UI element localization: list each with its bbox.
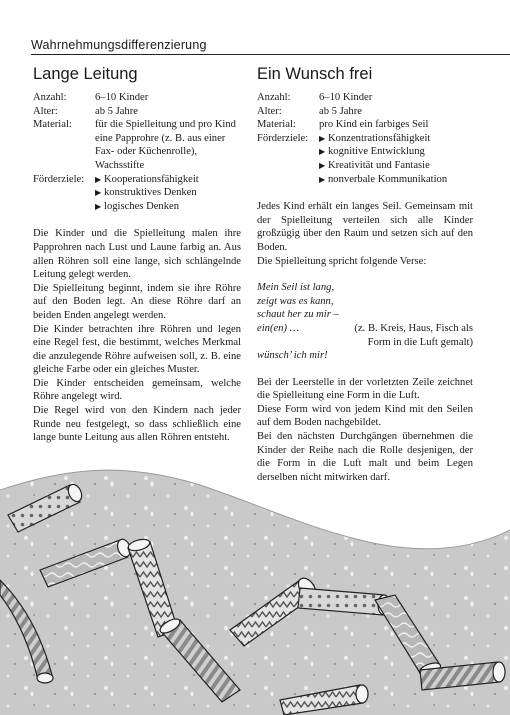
meta-key: Material: — [33, 119, 72, 131]
intro-paragraph: Jedes Kind erhält ein langes Seil. Gemeinsam mit der Spielleitung verteilen sich alle Kinder großzügig über den Raum und setzen sich auf den Boden. — [257, 201, 473, 253]
goal-text: kognitive Entwicklung — [328, 146, 425, 158]
body-paragraph: Die Kinder entscheiden gemeinsam, welche Röhre angelegt wird. — [33, 377, 241, 403]
meta-key: Material: — [257, 119, 296, 131]
goal-text: konstruktives Denken — [104, 187, 197, 199]
paper-tubes-illustration — [0, 430, 510, 715]
goal-item — [319, 145, 473, 159]
left-column — [33, 64, 241, 445]
body-paragraph: Die Kinder und die Spielleitung malen ihre Papprohren nach Lust und Laune farbig an. Aus allen Röhren soll eine lange, sich schlängelnde Leitung gelegt werden. — [33, 228, 241, 281]
goal-text: nonverbale Kommunikation — [328, 173, 448, 185]
verse-line: Mein Seil ist lang, — [257, 282, 335, 294]
goal-item — [319, 173, 473, 187]
triangle-bullet-icon: ▶ — [319, 160, 326, 170]
goal-text: Konzentrationsfähigkeit — [328, 132, 431, 144]
meta-value: für die Spielleitung und pro Kind eine Papprohre (z. B. aus einer Fax- oder Küchenrolle), Wachsstifte — [95, 119, 236, 171]
body-paragraph: Die Kinder betrachten ihre Röhren und legen eine Regel fest, die bestimmt, welches Merkmal die anzulegende Röhre aufweisen soll, z. B. eine gleiche Farbe oder ein gleiches Muster. — [33, 323, 241, 376]
left-meta — [33, 91, 241, 213]
body-paragraph: Bei der Leerstelle in der vorletzten Zeile zeichnet die Spielleitung eine Form in die Luft. — [257, 376, 473, 402]
goal-item — [319, 132, 473, 146]
body-paragraph: Diese Form wird von jedem Kind mit den Seilen auf dem Boden nachgebildet. — [257, 403, 473, 429]
verse-line: zeigt was es kann, — [257, 295, 334, 307]
meta-value: 6–10 Kinder — [319, 92, 373, 103]
goal-item — [95, 200, 241, 214]
meta-key: Anzahl: — [257, 92, 291, 103]
meta-value: pro Kind ein farbiges Seil — [319, 119, 429, 131]
goal-text: Kreativität und Fantasie — [328, 159, 430, 171]
goal-item — [95, 173, 241, 187]
goals-label: Förderziele: — [33, 173, 85, 185]
body-paragraph: Bei den nächsten Durchgängen übernehmen die Kinder der Reihe nach die Rolle desjenigen, der die Form in die Luft malt und beim Legen derselben nicht mitwirken darf. — [257, 431, 473, 483]
meta-key: Anzahl: — [33, 92, 67, 103]
verse-note: (z. B. Kreis, Haus, Fisch als Form in die Luft gemalt) — [354, 322, 473, 348]
goal-item — [319, 159, 473, 173]
meta-key: Alter: — [33, 105, 58, 117]
goal-item — [95, 186, 241, 200]
triangle-bullet-icon: ▶ — [95, 201, 102, 211]
verse-line: wünsch’ ich mir! — [257, 350, 328, 362]
goals-list — [319, 132, 473, 186]
body-paragraph: Die Regel wird von den Kindern nach jeder Runde neu festgelegt, so dass schließlich eine lange bunte Leitung aus allen Röhren entsteht. — [33, 405, 241, 444]
header-rule — [31, 54, 510, 55]
verse-line: schaut her zu mir – — [257, 309, 339, 321]
triangle-bullet-icon: ▶ — [319, 147, 326, 157]
right-meta — [257, 91, 473, 186]
section-header: Wahrnehmungsdifferenzierung — [31, 38, 207, 52]
meta-value: ab 5 Jahre — [319, 105, 362, 117]
meta-value: ab 5 Jahre — [95, 105, 138, 117]
goals-label: Förderziele: — [257, 132, 309, 144]
goal-text: logisches Denken — [104, 200, 180, 212]
left-title: Lange Leitung — [33, 65, 138, 83]
goal-text: Kooperationsfähigkeit — [104, 173, 199, 185]
triangle-bullet-icon: ▶ — [319, 133, 326, 143]
verse-line: ein(en) … — [257, 322, 300, 334]
goals-list — [95, 173, 241, 214]
right-title: Ein Wunsch frei — [257, 65, 373, 83]
meta-value: 6–10 Kinder — [95, 92, 149, 103]
verse-block — [257, 281, 473, 363]
triangle-bullet-icon: ▶ — [95, 174, 102, 184]
right-column — [257, 64, 473, 484]
verse-intro: Die Spielleitung spricht folgende Verse: — [257, 255, 427, 267]
meta-key: Alter: — [257, 105, 282, 117]
triangle-bullet-icon: ▶ — [95, 188, 102, 198]
triangle-bullet-icon: ▶ — [319, 174, 326, 184]
body-paragraph: Die Spielleitung beginnt, indem sie ihre Röhre auf den Boden legt. An diese Röhre darf an beiden Enden angelegt werden. — [33, 282, 241, 321]
